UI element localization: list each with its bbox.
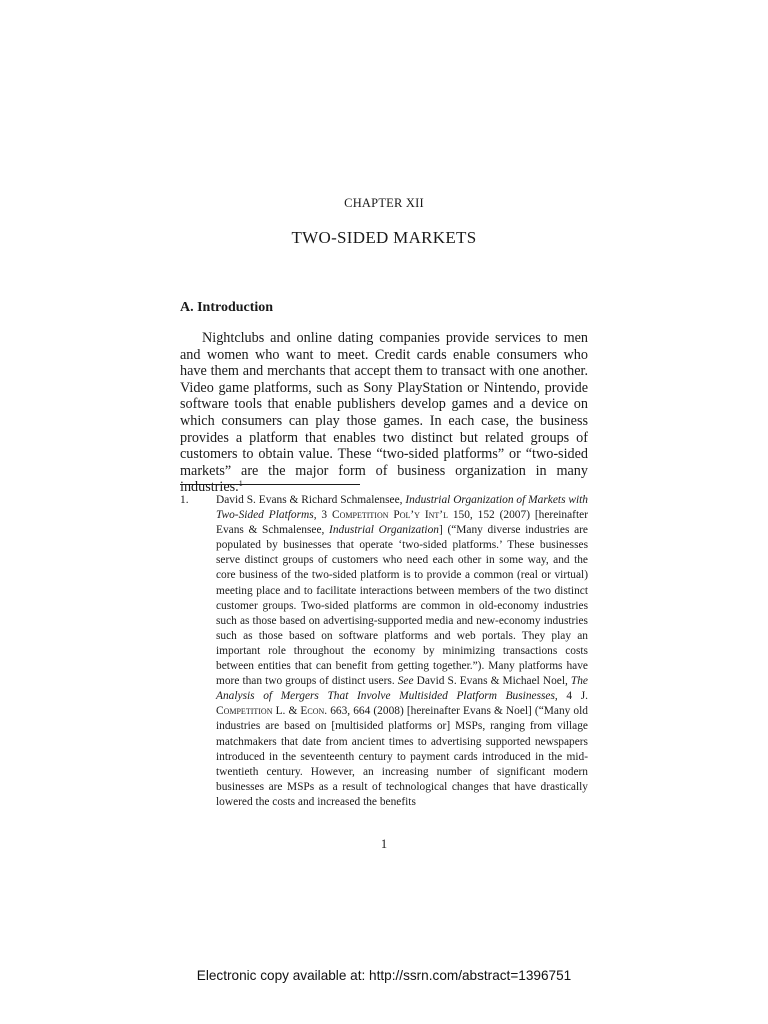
footnote-text-segment: , 4 J. xyxy=(554,690,588,703)
footnote-citation-smallcaps: Econ xyxy=(300,705,325,718)
footnote-number: 1. xyxy=(180,494,189,506)
footnote-text-segment: David S. Evans & Michael Noel, xyxy=(413,675,571,688)
footnote-citation-smallcaps: Competition xyxy=(216,705,273,718)
footnote-citation-italic: Industrial Organization xyxy=(329,524,439,537)
chapter-label: CHAPTER XII xyxy=(344,196,424,210)
footnote-reference-marker[interactable]: 1 xyxy=(238,479,243,489)
section-heading: A. Introduction xyxy=(180,300,274,315)
footnote-text-segment: ] (“Many diverse industries are populated by businesses that operate ‘two-sided platforms.’ These businesses serve distinct groups of customers who need each other in some way, and the core business of the two-sided platform is to provide a common (real or virtual) meeting place and to facilitate interactions between members of the two distinct customer groups. Two-sided platforms are common in old-economy industries such as those based on advertising-supported media and new-economy industries such as those based on software platforms and web portals. They play an important role throughout the economy by minimizing transactions costs between entities that can benefit from getting together.”). Many platforms have more than two groups of distinct users. xyxy=(216,524,588,688)
chapter-title: TWO-SIDED MARKETS xyxy=(291,228,477,247)
footnote-citation-italic: See xyxy=(397,675,414,688)
footnote-text-segment: L. & xyxy=(272,705,301,718)
footnote-text-segment: , 3 xyxy=(313,509,333,522)
footnote-separator xyxy=(180,484,360,485)
ssrn-availability-notice[interactable]: Electronic copy available at: http://ssrn.com/abstract=1396751 xyxy=(196,968,572,983)
body-paragraph-text: Nightclubs and online dating companies provide services to men and women who want to meet. Credit cards enable consumers who have them and merchants that accept them to transact with one another. Video game platforms, such as Sony PlayStation or Nintendo, provide software tools that enable publishers develop games and a device on which consumers can play those games. In each case, the business provides a platform that enables two distinct but related groups of customers to obtain value. These “two-sided platforms” or “two-sided markets” are the major form of business organization in many industries. xyxy=(180,330,588,496)
footnote-text-segment: . 663, 664 (2008) [hereinafter Evans & Noel] (“Many old industries are based on [multisided platforms or] MSPs, ranging from village matchmakers that date from ancient times to advertising supported newspapers introduced in the seventeenth century to payment cards introduced in the mid-twentieth century. However, an increasing number of significant modern businesses are MSPs as a result of technological changes that have drastically lowered the costs and increased the benefits xyxy=(216,705,588,808)
footnote-text-segment: 150, 152 (2007) [hereinafter Evans & Schmalensee, xyxy=(216,509,588,537)
footnote-citation-italic: The Analysis of Mergers That Involve Multisided Platform Businesses xyxy=(216,675,588,703)
footnote-citation-italic: Industrial Organization of Markets with Two-Sided Platforms xyxy=(216,494,589,522)
page-number: 1 xyxy=(380,837,388,851)
body-paragraph xyxy=(180,330,588,496)
footnote-text-segment: David S. Evans & Richard Schmalensee, xyxy=(216,494,406,506)
footnote-text xyxy=(216,493,588,810)
footnote-citation-smallcaps: Competition Pol’y Int’l xyxy=(332,509,448,522)
